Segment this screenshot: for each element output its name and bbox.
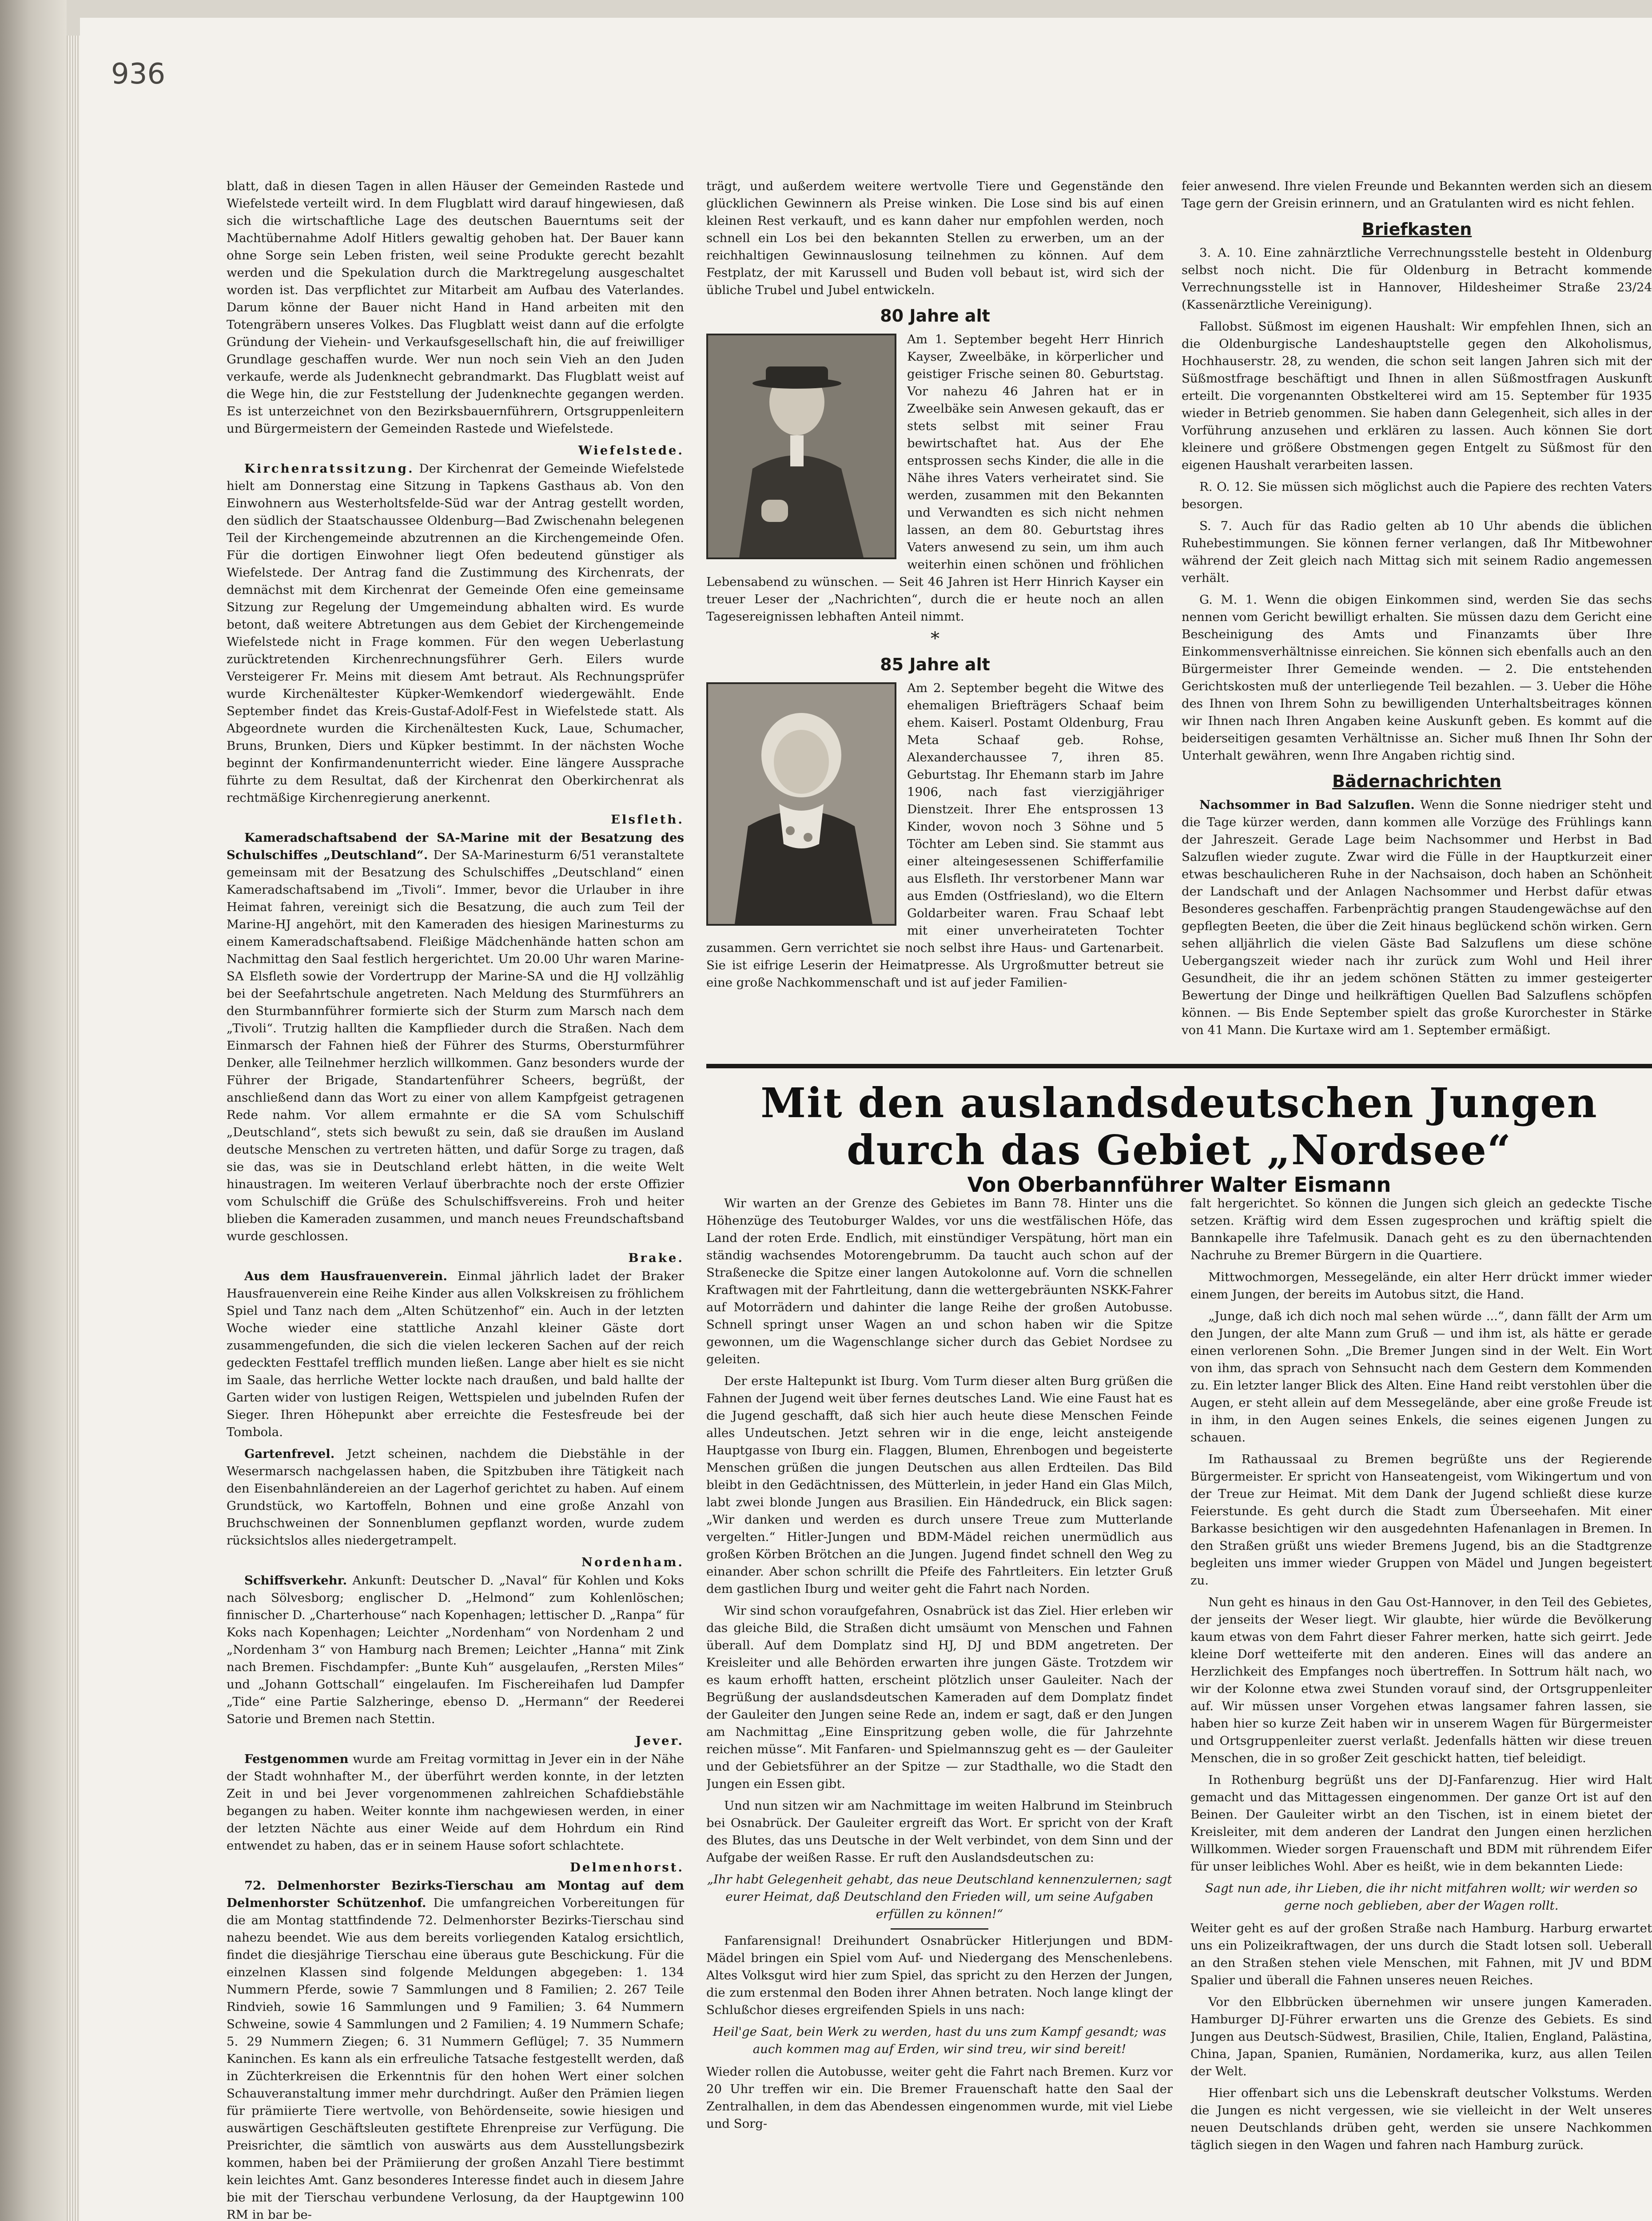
article-paragraph: Wieder rollen die Autobusse, weiter geht die Fahrt nach Bremen. Kurz vor 20 Uhr treffen wir ein. Die Bremer Frauenschaft hatte den Saal der Zentralhallen, in dem das Abendessen eingenommen wurde, mit viel Liebe und Sorg- [706,2065,1173,2131]
lead-in: Kirchenratssitzung. [244,462,414,476]
article-paragraph: trägt, und außerdem weitere wertvolle Tiere und Gegenstände den glücklichen Gewinnern als Preise winken. Die Lose sind bis auf einen kleinen Rest verkauft, und es kann daher nur empfohlen werden, noch schnell ein Los bei den bekannten Stellen zu erwerben, um an der reichhaltigen Gewinnauslosung teilnehmen zu können. Auf dem Festplatz, der mit Karussell und Buden voll bebaut ist, wird sich der übliche Trubel und Jubel entwickeln. [706,179,1164,297]
dateline-elsfleth: Elsfleth. [611,812,684,827]
feature-column-left [706,1195,1173,2221]
article-paragraph: Nachsommer in Bad Salzuflen. Wenn die Sonne niedriger steht und die Tage kürzer werden, dann kommen alle Vorzüge des Frühlings kann der Jahreszeit. Gerade Lage beim Nachsommer und Herbst in Bad Salzuflen wieder zugute. Zwar wird die Fülle in der Hauptkurzeit einer etwas beschaulicheren Ruhe in der Nachsaison, doch haben an Schönheit der Landschaft und der Anlagen Nachsommer und Herbst dafür etwas Besonderes geschaffen. Farbenprächtig prangen Staudengewächse auf den gepflegten Beeten, die über die Zeit hinaus beglückend schön wirken. Gern sehen alljährlich die vielen Gäste Bad Salzuflens um diese schöne Uebergangszeit wieder nach ihr zurück zum Wohl und Heil ihrer Gesundheit, die ihr an jedem schönen Stätten zu immer gesteigerter Bewertung der Dinge und heilkräftigen Quellen Bad Salzuflens schöpfen können. — Bis Ende September spielt das große Kurorchester in Stärke von 41 Mann. Die Kurtaxe wird am 1. September ermäßigt. [1182,798,1652,1037]
dateline-wiefelstede: Wiefelstede. [578,443,684,458]
article-paragraph: 72. Delmenhorster Bezirks-Tierschau am Montag auf dem Delmenhorster Schützenhof. Die umfangreichen Vorbereitungen für die am Montag stattfindende 72. Delmenhorster Bezirks-Tierschau sind nahezu beendet. Wie aus dem bereits vorliegenden Katalog ersichtlich, findet die diesjährige Tierschau eine überaus gute Beschickung. Für die einzelnen Klassen sind folgende Meldungen abgegeben: 1. 134 Nummern Pferde, sowie 7 Sammlungen und 8 Familien; 2. 267 Teile Rindvieh, sowie 16 Sammlungen und 9 Familien; 3. 64 Nummern Schweine, sowie 4 Sammlungen und 2 Familien; 4. 19 Nummern Schafe; 5. 29 Nummern Ziegen; 6. 31 Nummern Geflügel; 7. 35 Nummern Kaninchen. Es kann als ein erfreuliche Tatsache festgestellt werden, daß in Züchterkreisen die Erkenntnis für den hohen Wert einer solchen Schauveranstaltung immer mehr durchdringt. Außer den Prämien liegen für prämiierte Tiere wertvolle, von Behördenseite, sowie hiesigen und auswärtigen Geschäftsleuten gestiftete Ehrenpreise zur Verfügung. Die Preisrichter, die sämtlich von auswärts aus dem Ausstellungsbezirk kommen, haben bei der Prämiierung der großen Anzahl Tiere bestimmt kein leichtes Amt. Ganz besonderes Interesse findet auch in diesem Jahre bie mit der Tierschau verbundene Verlosung, da der Hauptgewinn 100 RM in bar be- [227,1879,684,2221]
feature-byline: Von Oberbannführer Walter Eismann [967,1173,1391,1197]
column-right [1182,178,1652,1066]
lead-in: Kameradschaftsabend der SA-Marine mit der Besatzung des Schulschiffes „Deutschland“. [227,831,684,862]
article-paragraph: „Junge, daß ich dich noch mal sehen würde ...“, dann fällt der Arm um den Jungen, der alte Mann zum Gruß — und ihm ist, als hätte er gerade einen verlorenen Sohn. „Die Bremer Jungen sind in der Welt. Ein Wort von ihm, das sprach von Sehnsucht nach dem Gestern dem Kommenden zu. Ein letzter langer Blick des Alten. Eine Hand reibt verstohlen über die Augen, er steht allein auf dem Messegelände, aber eine große Freude ist in ihm, in den Augen seines Enkels, die seines eigenen Jungen zu schauen. [1190,1309,1652,1445]
portrait-photo-woman [706,682,896,926]
page-number: 936 [111,58,166,91]
column-left [227,178,684,2221]
article-paragraph: Der erste Haltepunkt ist Iburg. Vom Turm dieser alten Burg grüßen die Fahnen der Jugend weit über fernes deutsches Land. Wie eine Faust hat es die Jugend geschafft, daß sich hier auch heute diese Menschen Feinde alles Undeutschen. Jetzt sehren wir in die enge, leicht ansteigende Hauptgasse von Iburg ein. Flaggen, Blumen, Ehrenbogen und begeisterte Menschen grüßen die jungen Deutschen aus allen Erdteilen. Das Bild bleibt in den Gedächtnissen, des Mütterlein, in jeder Hand ein Glas Milch, labt zwei blonde Jungen aus Brasilien. Ein Händedruck, ein Blick sagen: „Wir danken und werden es durch unsere Treue zum Mutterlande vergelten.“ Hitler-Jungen und BDM-Mädel reichen unermüdlich aus großen Körben Brötchen an die Jungen. Jugend findet schnell den Weg zu einander. Aber schon schrillt die Pfeife des Fahrtleiters. Ein letzter Gruß dem gastlichen Iburg und weiter geht die Fahrt nach Norden. [706,1374,1173,1596]
letter-answer: Fallobst. Süßmost im eigenen Haushalt: Wir empfehlen Ihnen, sich an die Oldenburgische Landeshauptstelle gegen den Alkoholismus, Hochhauserstr. 28, zu wenden, die schon seit langen Jahren sich mit der Süßmostfrage beschäftigt und Ihnen in allen Süßmostfragen Auskunft erteilt. Die vorgenannten Obstkelterei wird am 15. September für 1935 wieder in Betrieb genommen. Sie haben dann Gelegenheit, sich alles in der Vorführung anzusehen und erklären zu lassen. Auch können Sie dort kleinere und größere Obstmengen gegen Entgelt zu Süßmost für den eigenen Haushalt verarbeiten lassen. [1182,319,1652,472]
article-paragraph: Am 1. September begeht Herr Hinrich Kayser, Zweelbäke, in körperlicher und geistiger Frische seinen 80. Geburtstag. Vor nahezu 46 Jahren hat er in Zweelbäke sein Anwesen gekauft, das er stets selbst mit seiner Frau bewirtschaftet hat. Aus der Ehe entsprossen sechs Kinder, die alle in die Nähe ihres Vaters verheiratet sind. Sie werden, zusammen mit den Bekannten und Verwandten es sich nicht nehmen lassen, an dem 80. Geburtstag ihres Vaters anwesend zu sein, um ihm auch weiterhin einen schönen und fröhlichen Lebensabend zu wünschen. — Seit 46 Jahren ist Herr Hinrich Kayser ein treuer Leser der „Nachrichten“, durch die er heute noch an allen Tagesereignissen lebhaften Anteil nimmt. [706,332,1164,624]
article-paragraph: Gartenfrevel. Jetzt scheinen, nachdem die Diebstähle in der Wesermarsch nachgelassen haben, die Spitzbuben ihre Tätigkeit nach den Eisenbahnländereien an der Lagerhof gerichtet zu haben. Auf einem Grundstück, wo Kartoffeln, Bohnen und eine große Anzahl von Bruchschweinen der Sonnenblumen gepflanzt worden, wurde zudem rücksichtslos alles niedergetrampelt. [227,1447,684,1548]
article-paragraph: Wir sind schon voraufgefahren, Osnabrück ist das Ziel. Hier erleben wir das gleiche Bild, die Straßen dicht umsäumt von Menschen und Fahnen überall. Auf dem Domplatz sind HJ, DJ und BDM angetreten. Der Kreisleiter und alle Behörden erwarten ihre jungen Gäste. Trotzdem wir es kaum erhofft hatten, erscheint plötzlich unser Gauleiter. Nach der Begrüßung der auslandsdeutschen Kameraden auf dem Domplatz findet der Gauleiter den Jungen seine Rede an, indem er sagt, daß er den Jungen am Nachmittag „Eine Einspritzung geben wolle, die für Jahrzehnte reichen müsse“. Mit Fanfaren- und Spielmannszug geht es — der Gauleiter und der Gebietsführer an der Spitze — zur Stadthalle, wo die Stadt den Jungen ein Essen gibt. [706,1604,1173,1791]
article-paragraph: Und nun sitzen wir am Nachmittage im weiten Halbrund im Steinbruch bei Osnabrück. Der Gauleiter ergreift das Wort. Er spricht von der Kraft des Blutes, das uns Deutsche in der Welt verbindet, von dem Sinn und der Aufgabe der weißen Rasse. Er ruft den Auslandsdeutschen zu: [706,1799,1173,1865]
lead-in: Aus dem Hausfrauenverein. [244,1269,447,1283]
column-middle [706,178,1164,1066]
article-paragraph: Hier offenbart sich uns die Lebenskraft deutscher Volkstums. Werden die Jungen es nicht vergessen, wie sie vielleicht in der Welt unseres neuen Deutschlands drüben geht, werden sie unsere Nachkommen täglich siegen in den Wagen und fahren nach Hamburg zurück. [1190,2086,1652,2152]
article-paragraph: Kirchenratssitzung. Der Kirchenrat der Gemeinde Wiefelstede hielt am Donnerstag eine Sitzung in Tapkens Gasthaus ab. Von den Einwohnern aus Westerholtsfelde-Süd war der Antrag gestellt worden, den südlich der Staatschaussee Oldenburg—Bad Zwischenahn belegenen Teil der Kirchengemeinde abzutrennen an die Kirchengemeinde Ofen. Für die dortigen Einwohner liegt Ofen bedeutend günstiger als Wiefelstede. Der Antrag fand die Zustimmung des Kirchenrats, der demnächst mit dem Kirchenrat der Gemeinde Ofen eine gemeinsame Sitzung zur Regelung der Umgemeindung abhalten wird. Es wurde betont, daß weitere Abtretungen aus dem Gebiet der Kirchengemeinde Wiefelstede nicht in Frage kommen. Für den wegen Ueberlastung zurücktretenden Kirchenrechnungsführer Gerh. Eilers wurde Versteigerer Fr. Meins mit diesem Amt betraut. Als Rechnungsprüfer wurde Kirchenältester Küpker-Wemkendorf wiedergewählt. Ende September findet das Kreis-Gustaf-Adolf-Fest in Wiefelstede statt. Als Abgeordnete wurden die Kirchenältesten Kuck, Laue, Schumacher, Bruns, Brunken, Diers und Küpker bestimmt. In der nächsten Woche beginnt der Konfirmandenunterricht wieder. Eine längere Aussprache führte zu dem Resultat, daß der Kirchenrat den Oberkirchenrat als rechtmäßige Kirchenregierung anerkennt. [227,462,684,805]
article-paragraph: Nun geht es hinaus in den Gau Ost-Hannover, in den Teil des Gebietes, der jenseits der Weser liegt. Wir glaubte, hier würde die Bevölkerung kaum etwas von dem Fahrt dieser Fahrer merken, hatte sich geirrt. Jede kleine Dorf wetteiferte mit den anderen. Eines will das andere an Herzlichkeit des Empfanges noch übertreffen. In Sottrum hält nach, wo wir der Kolonne etwa zwei Stunden vorauf sind, der Ortsgruppenleiter auf. Wir müssen unser Vorgehen etwas langsamer fahren lassen, sie haben hier so kurze Zeit haben wir in unserem Wagen für Bürgermeister und Ortsgruppenleiter zuerst verlaßt. Jedenfalls hätten wir diese treuen Menschen, die in so großer Zeit geschickt hatten, tief beleidigt. [1190,1595,1652,1765]
article-paragraph: Kameradschaftsabend der SA-Marine mit der Besatzung des Schulschiffes „Deutschland“. Der SA-Marinesturm 6/51 veranstaltete gemeinsam mit der Besatzung des Schulschiffes „Deutschland“ einen Kameradschaftsabend im „Tivoli“. Immer, bevor die Urlauber in ihre Heimat fahren, vereinigt sich die Besatzung, die auch zum Teil der Marine-HJ angehört, mit den Kameraden des hiesigen Marinesturms zu einem Kameradschaftsabend. Fleißige Mädchenhände hatten schon am Nachmittag den Saal festlich hergerichtet. Um 20.00 Uhr waren Marine-SA Elsfleth sowie der Vordertrupp der Marine-SA und die HJ vollzählig bei der Seefahrtschule angetreten. Nach Meldung des Sturmführers an den Sturmbannführer formierte sich der Sturm zum Marsch nach dem „Tivoli“. Trutzig hallten die Kampflieder durch die Straßen. Nach dem Einmarsch der Fahnen hieß der Führer des Sturms, Obersturmführer Denker, alle Teilnehmer herzlich willkommen. Ganz besonders wurde der Führer der Brigade, Standartenführer Scheers, begrüßt, der anschließend dann das Wort zu einer von allem Kampfgeist getragenen Rede nahm. Vor allem ermahnte er die SA vom Schulschiff „Deutschland“, stets sich bewußt zu sein, daß sie draußen im Ausland deutsche Menschen zu vertreten hätten, und dafür Sorge zu tragen, daß sie das, was sie in Deutschland erlebt hätten, in die weite Welt hinaustragen. Im weiteren Verlauf überbrachte noch der erste Offizier vom Schulschiff die Grüße des Schulschiffsvereins. Froh und heiter blieben die Kameraden zusammen, und manch neues Freundschaftsband wurde geschlossen. [227,831,684,1243]
article-paragraph: Am 2. September begeht die Witwe des ehemaligen Briefträgers Schaaf beim ehem. Kaiserl. Postamt Oldenburg, Frau Meta Schaaf geb. Rohse, Alexanderchaussee 7, ihren 85. Geburtstag. Ihr Ehemann starb im Jahre 1906, nach fast vierzigjähriger Dienstzeit. Ihrer Ehe entsprossen 13 Kinder, wovon noch 3 Söhne und 5 Töchter am Leben sind. Sie stammt aus einer alteingesessenen Schifferfamilie aus Elsfleth. Ihr verstorbener Mann war aus Emden (Ostfriesland), wo die Eltern Goldarbeiter waren. Frau Schaaf lebt mit einer unverheirateten Tochter zusammen. Gern verrichtet sie noch selbst ihre Haus- und Gartenarbeit. Sie ist eifrige Leserin der Heimatpresse. Als Urgroßmutter betreut sie eine große Nachkommenschaft und ist auf jeder Familien- [706,681,1164,990]
section-heading-baedernachrichten: Bädernachrichten [1332,772,1501,791]
section-heading-85-jahre: 85 Jahre alt [880,655,990,674]
portrait-photo-man [706,334,896,559]
feature-headline: Mit den auslandsdeutschen Jungen durch das Gebiet „Nordsee“ [760,1079,1598,1174]
article-paragraph: In Rothenburg begrüßt uns der DJ-Fanfarenzug. Hier wird Halt gemacht und das Mittagessen eingenommen. Der ganze Ort ist auf den Beinen. Der Gauleiter wirbt an den Tischen, ist in einem bietet der Kreisleiter, mit dem anderen der Landrat den Jungen einen herzlichen Willkommen. Wieder sorgen Frauenschaft und BDM mit rührendem Eifer für unser leibliches Wohl. Aber es heißt, wie in dem bekannten Liede: [1190,1773,1652,1874]
article-paragraph: Weiter geht es auf der großen Straße nach Hamburg. Harburg erwartet uns ein Polizeikraftwagen, der uns durch die Stadt lotsen soll. Ueberall an den Straßen stehen viele Menschen, mit Fahnen, mit JV und BDM Spalier und überall die Fahnen unseres neuen Reiches. [1190,1921,1652,1987]
article-paragraph: falt hergerichtet. So können die Jungen sich gleich an gedeckte Tische setzen. Kräftig wird dem Essen zugesprochen und kräftig spielt die Bannkapelle ihre Tafelmusik. Danach geht es zu den übernachtenden Nachruhe zu Bremer Bürgern in die Quartiere. [1190,1196,1652,1262]
letter-answer: G. M. 1. Wenn die obigen Einkommen sind, werden Sie das sechs nennen vom Gericht bewilligt erhalten. Sie müssen dazu dem Gericht eine Bescheinigung des Amts und Finanzamts über Ihre Einkommensverhältnisse einreichen. Sie können sich ebenfalls auch an den Bürgermeister Ihrer Gemeinde wenden. — 2. Die entstehenden Gerichtskosten muß der unterliegende Teil bezahlen. — 3. Ueber die Höhe des Ihnen von Ihrem Sohn zu bewilligenden Unterhaltsbeitrages können wir Ihnen nach Ihren Angaben keine Auskunft geben. Es kommt auf die beiderseitigen gesamten Verhältnisse an. Sicher muß Ihnen Ihr Sohn der Unterhalt gewähren, wenn Ihre Angaben richtig sind. [1182,593,1652,763]
separator-asterisk: * [931,629,939,649]
article-paragraph: Festgenommen wurde am Freitag vormittag in Jever ein in der Nähe der Stadt wohnhafter M., der überführt werden konnte, in der letzten Zeit in und bei Jever vorgenommenen zahlreichen Schafdiebstähle begangen zu haben. Weiter konnte ihm nachgewiesen werden, in einer der letzten Nächte aus einer Weide auf dem Hohrdum ein Rind entwendet zu haben, das er in seinem Hause sofort schlachtete. [227,1752,684,1853]
article-paragraph: Schiffsverkehr. Ankunft: Deutscher D. „Naval“ für Kohlen und Koks nach Sölvesborg; englischer D. „Helmond“ zum Kohlenlöschen; finnischer D. „Charterhouse“ nach Kopenhagen; lettischer D. „Ranpa“ für Koks nach Kopenhagen; Leichter „Nordenham“ von Nordenham 2 und „Nordenham 3“ von Hamburg nach Bremen; Leichter „Hanna“ mit Zink nach Bremen. Fischdampfer: „Bunte Kuh“ ausgelaufen, „Rersten Miles“ und „Johann Gottschall“ eingelaufen. Im Fischereihafen lud Dampfer „Tide“ eine Partie Salzheringe, ebenso D. „Hermann“ der Reederei Satorie und Bremen nach Stettin. [227,1573,684,1726]
poem-verse: Sagt nun ade, ihr Lieben, die ihr nicht mitfahren wollt; wir werden so gerne noch geblieben, aber der Wagen rollt. [1205,1881,1638,1913]
poem-verse: Heil'ge Saat, bein Werk zu werden, hast du uns zum Kampf gesandt; was auch kommen mag auf Erden, wir sind treu, wir sind bereit! [713,2025,1166,2056]
article-paragraph: Vor den Elbbrücken übernehmen wir unsere jungen Kameraden. Hamburger DJ-Führer erwarten uns die Grenze des Gebiets. Es sind Jungen aus Deutsch-Südwest, Brasilien, Chile, Italien, England, Palästina, China, Japan, Spanien, Rumänien, Nordamerika, kurz, aus allen Teilen der Welt. [1190,1995,1652,2078]
lead-in: Nachsommer in Bad Salzuflen. [1199,798,1415,812]
dateline-brake: Brake. [628,1251,684,1265]
letter-answer: 3. A. 10. Eine zahnärztliche Verrechnungsstelle besteht in Oldenburg selbst noch nicht. Die für Oldenburg in Betracht kommende Verrechnungsstelle ist in Hannover, Hildesheimer Straße 23/24 (Kassenärztliche Vereinigung). [1182,246,1652,312]
feature-column-right [1190,1195,1652,2221]
lead-in: Festgenommen [244,1752,349,1766]
portrait-woman-icon [708,684,895,924]
article-paragraph: Aus dem Hausfrauenverein. Einmal jährlich ladet der Braker Hausfrauenverein eine Reihe Kinder aus allen Volkskreisen zu fröhlichem Spiel und Tanz nach dem „Alten Schützenhof“ ein. Auch in der letzten Woche wieder eine stattliche Anzahl kleiner Gäste dort zusammengefunden, die sich die vielen leckeren Sachen auf der reich gedeckten Festtafel trefflich munden ließen. Lange aber hielt es sie nicht im Saale, das herrliche Wetter lockte nach draußen, und bald hallte der Garten wider von lustigen Reigen, Wettspielen und jubelnden Rufen der Sieger. Ihren Höhepunkt aber erreichte die Festesfreude bei der Tombola. [227,1269,684,1439]
section-heading-briefkasten: Briefkasten [1361,219,1472,239]
feature-rule [706,1064,1652,1068]
section-heading-80-jahre: 80 Jahre alt [880,306,990,326]
page-edges [67,36,80,2221]
book-binding-shadow [0,0,67,2221]
portrait-man-icon [708,335,895,557]
article-paragraph: Wir warten an der Grenze des Gebietes im Bann 78. Hinter uns die Höhenzüge des Teutoburger Waldes, vor uns die westfälischen Höfe, das Land der roten Erde. Endlich, mit einstündiger Verspätung, hört man ein ständig wachsendes Motorengebrumm. Da taucht auch schon auf der Straßenecke die Spitze einer langen Autokolonne auf. Vorn die schnellen Kraftwagen mit der Fahrtleitung, dann die wettergebräunten NSKK-Fahrer auf Motorrädern und dahinter die lange Reihe der großen Autobusse. Schnell springt unser Wagen an und schon haben wir die Spitze gewonnen, um die Wagenschlange sicher durch das Gebiet Nordsee zu geleiten. [706,1196,1173,1366]
divider [891,1928,988,1930]
letter-answer: S. 7. Auch für das Radio gelten ab 10 Uhr abends die üblichen Ruhebestimmungen. Sie können ferner verlangen, daß Ihr Mitbewohner während der Zeit gleich nach Mittag sich mit seinem Radio angemessen verhält. [1182,519,1652,585]
dateline-nordenham: Nordenham. [581,1555,684,1569]
dateline-delmenhorst: Delmenhorst. [570,1860,684,1875]
article-paragraph: blatt, daß in diesen Tagen in allen Häuser der Gemeinden Rastede und Wiefelstede verteilt wird. In dem Flugblatt wird darauf hingewiesen, daß sich die wirtschaftliche Lage des deutschen Bauerntums seit der Machtübernahme Adolf Hitlers gewaltig gehoben hat. Der Bauer kann ohne Sorge sein Leben fristen, weil seine Produkte gerecht bezahlt werden und die Spekulation durch die Marktregelung ausgeschaltet worden ist. Das verpflichtet zur Mitarbeit am Aufbau des Vaterlandes. Darum könne der Bauer nicht Hand in Hand arbeiten mit den Totengräbern unseres Volkes. Das Flugblatt weist dann auf die erfolgte Gründung der Viehein- und Verkaufsgesellschaft hin, die auf freiwilliger Grundlage geschaffen wurde. Wer nun noch sein Vieh an den Juden verkaufe, werde als Judenknecht gebrandmarkt. Das Flugblatt weist auf die Wege hin, die zur Feststellung der Judenknechte gegangen werden. Es ist unterzeichnet von den Bezirksbauernführern, Ortsgruppenleitern und Bürgermeistern der Gemeinden Rastede und Wiefelstede. [227,179,684,436]
lead-in: Gartenfrevel. [244,1447,335,1461]
lead-in: Schiffsverkehr. [244,1573,347,1588]
article-paragraph: Fanfarensignal! Dreihundert Osnabrücker Hitlerjungen und BDM-Mädel bringen ein Spiel vom Auf- und Niedergang des Menschenlebens. Altes Volksgut wird hier zum Spiel, das spricht zu den Herzen der Jungen, die zum erstenmal den Boden ihrer Ahnen betraten. Noch lange klingt der Schlußchor dieses ergreifenden Spiels in uns nach: [706,1934,1173,2017]
dateline-jever: Jever. [635,1734,684,1748]
article-paragraph: Im Rathaussaal zu Bremen begrüßte uns der Regierende Bürgermeister. Er spricht von Hanseatengeist, vom Wikingertum und von der Treue zur Heimat. Mit dem Dank der Jugend schließt diese kurze Feierstunde. Es geht durch die Stadt zum Überseehafen. Mit einer Barkasse besichtigen wir den ausgedehnten Hafenanlagen in Bremen. In den Straßen grüßt uns wieder Bremens Jugend, bis an die Stadtgrenze begleiten uns immer wieder Gruppen von Mädel und Jungen begeistert zu. [1190,1452,1652,1588]
lead-in: 72. Delmenhorster Bezirks-Tierschau am Montag auf dem Delmenhorster Schützenhof. [227,1879,684,1910]
quoted-speech: „Ihr habt Gelegenheit gehabt, das neue Deutschland kennenzulernen; sagt eurer Heimat, daß Deutschland den Frieden will, um seine Aufgaben erfüllen zu können!“ [707,1872,1172,1921]
letter-answer: R. O. 12. Sie müssen sich möglichst auch die Papiere des rechten Vaters besorgen. [1182,480,1652,511]
article-paragraph: feier anwesend. Ihre vielen Freunde und Bekannten werden sich an diesem Tage gern der Greisin erinnern, und an Gratulanten wird es nicht fehlen. [1182,179,1652,211]
article-paragraph: Mittwochmorgen, Messegelände, ein alter Herr drückt immer wieder einem Jungen, der bereits im Autobus sitzt, die Hand. [1190,1270,1652,1302]
